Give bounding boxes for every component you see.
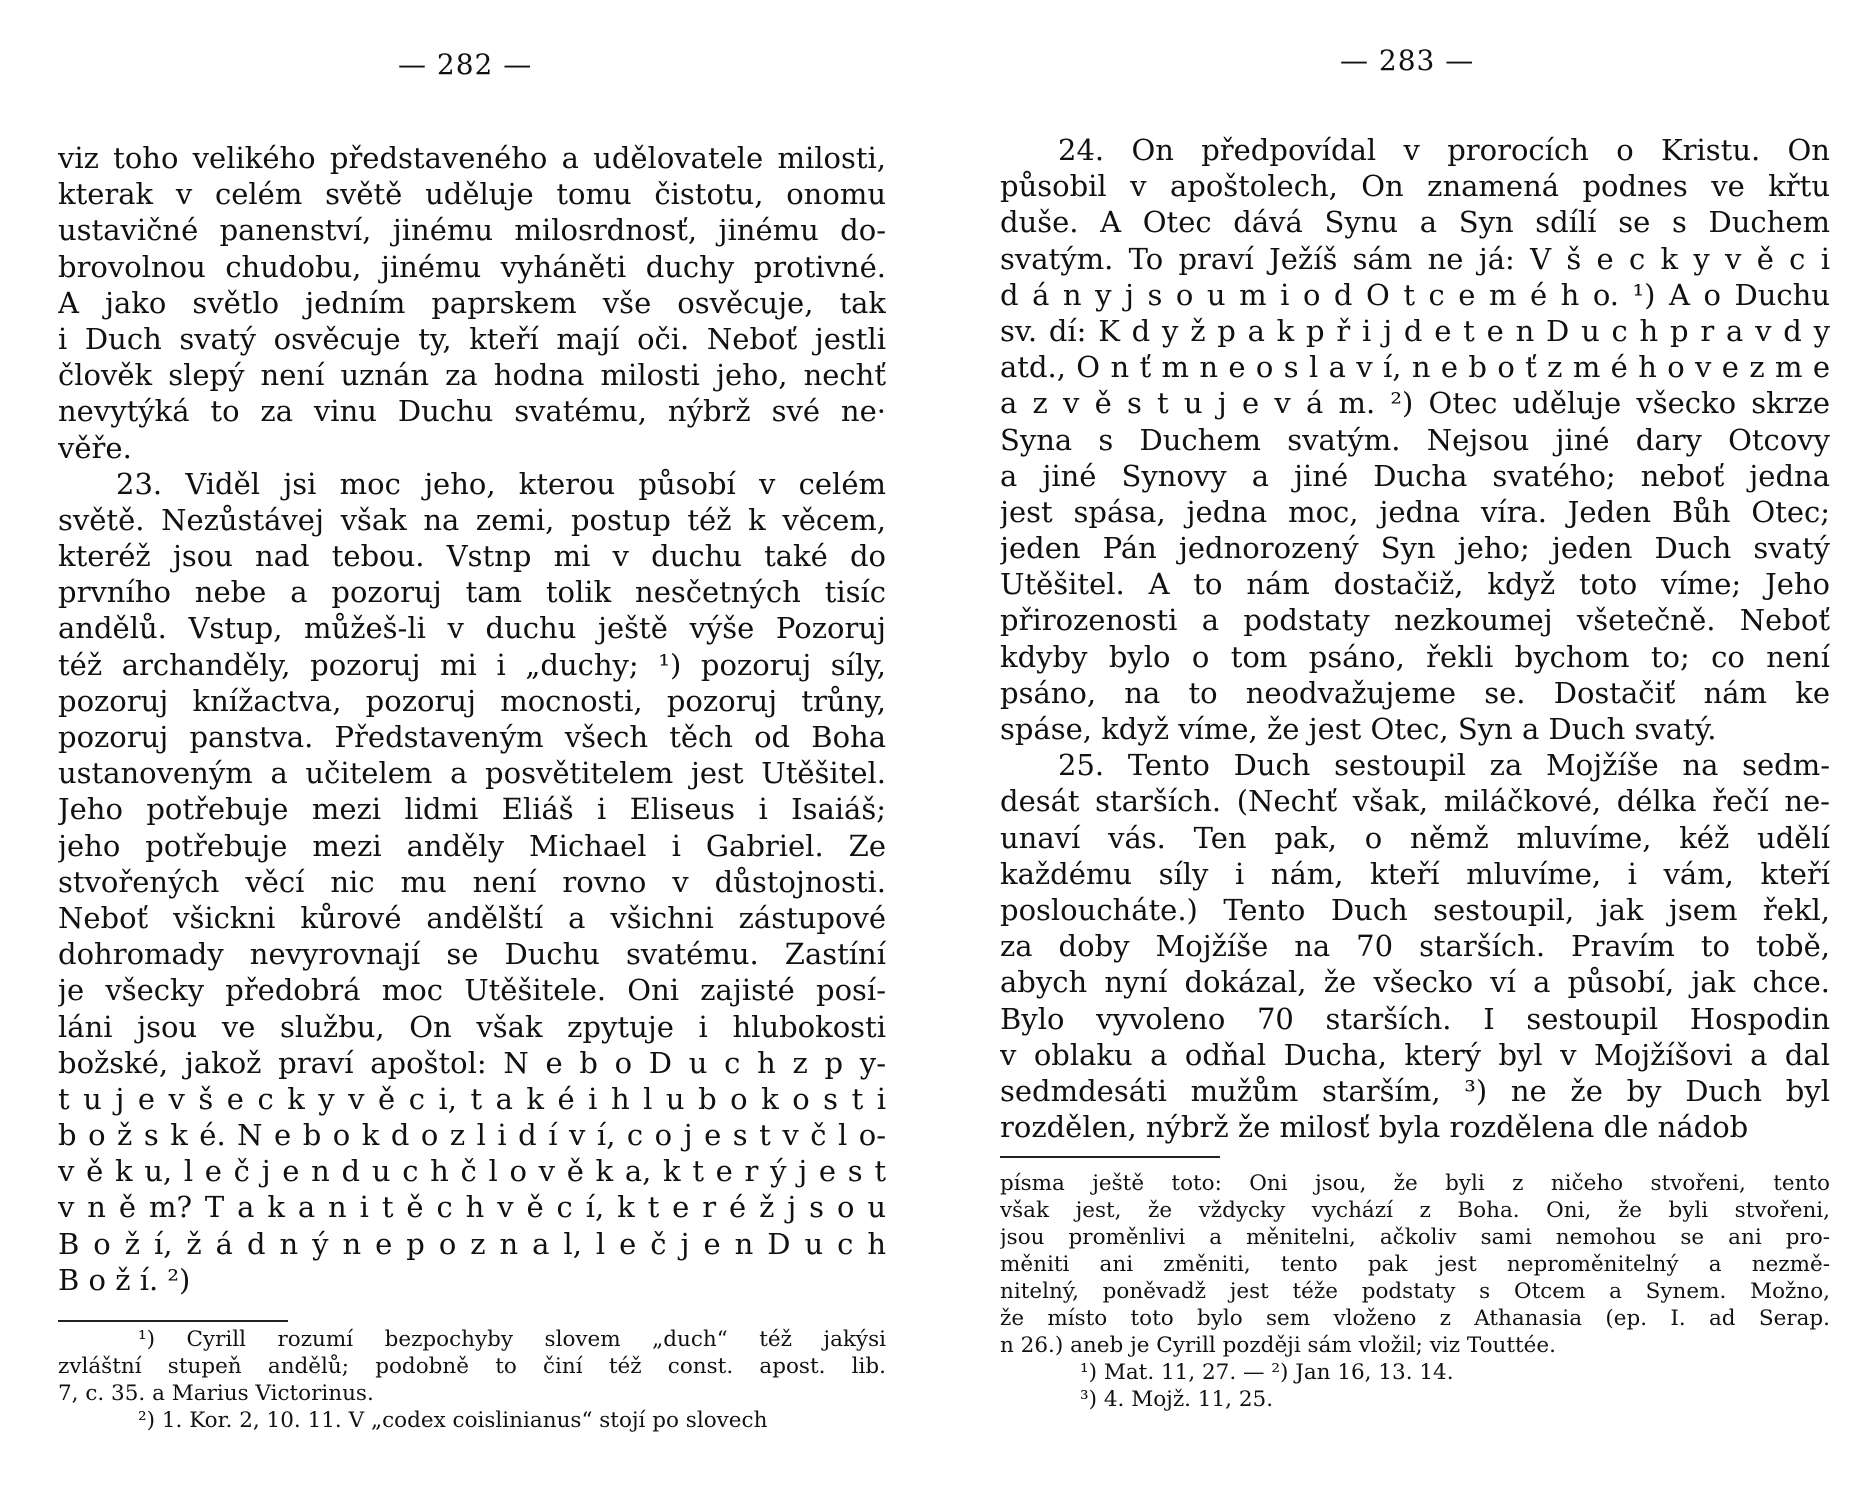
- text-line: jest spása, jedna moc, jedna víra. Jeden Bůh Otec;: [1000, 494, 1830, 529]
- text-line: brovolnou chudobu, jinému vyháněti duchy protivné.: [58, 249, 886, 284]
- footnote-line: 7, c. 35. a Marius Victorinus.: [58, 1381, 374, 1406]
- text-line: atd., O n ť m n e o s l a v í, n e b o ť z m é h o v e z m e: [1000, 350, 1830, 385]
- text-line: viz toho velikého představeného a udělovatele milosti,: [58, 141, 886, 175]
- text-line: desát starších. (Nechť však, miláčkové, délka řečí ne-: [1000, 784, 1830, 819]
- text-line: kdyby bylo o tom psáno, řekli bychom to; co není: [1000, 639, 1830, 674]
- footnote-line: n 26.) aneb je Cyrill později sám vložil; viz Touttée.: [1000, 1333, 1556, 1358]
- footnotes: [58, 1326, 886, 1434]
- text-line: za doby Mojžíše na 70 starších. Pravím to tobě,: [1000, 929, 1830, 964]
- footnote-line: ³) 4. Mojž. 11, 25.: [1080, 1387, 1274, 1412]
- text-line: ustanoveným a učitelem a posvětitelem jest Utěšitel.: [58, 756, 886, 791]
- text-line: láni jsou ve službu, On však zpytuje i hlubokosti: [58, 1009, 886, 1044]
- text-line: Jeho potřebuje mezi lidmi Eliáš i Eliseus i Isaiáš;: [58, 792, 886, 827]
- footnote-line: ¹) Cyrill rozumí bezpochyby slovem „duch“ též jakýsi: [138, 1327, 886, 1352]
- text-line: přirozenosti a podstaty nezkoumej všetečně. Neboť: [1000, 603, 1830, 638]
- text-line: d á n y j s o u m i o d O t c e m é h o. ¹) A o Duchu: [1000, 277, 1830, 312]
- text-line: působil v apoštolech, On znamená podnes ve křtu: [1000, 169, 1830, 204]
- text-line: božské, jakož praví apoštol: N e b o D u c h z p y-: [58, 1045, 886, 1080]
- page-number: — 283 —: [1340, 44, 1475, 77]
- text-line: též archanděly, pozoruj mi i „duchy; ¹) pozoruj síly,: [58, 647, 886, 682]
- text-line: v n ě m? T a k a n i t ě c h v ě c í, k t e r é ž j s o u: [58, 1190, 886, 1225]
- text-line: je všecky předobrá moc Utěšitele. Oni zajisté posí-: [58, 973, 886, 1008]
- text-line: a z v ě s t u j e v á m. ²) Otec uděluje všecko skrze: [1000, 386, 1830, 421]
- text-line: abych nyní dokázal, že všecko ví a působí, jak chce.: [1000, 965, 1830, 1000]
- text-line: sedmdesáti mužům starším, ³) ne že by Duch byl: [1000, 1073, 1830, 1108]
- text-line: psáno, na to neodvažujeme se. Dostačiť nám ke: [1000, 675, 1830, 710]
- footnote-line: ¹) Mat. 11, 27. — ²) Jan 16, 13. 14.: [1080, 1360, 1454, 1385]
- text-line: 24. On předpovídal v prorocích o Kristu. On: [1058, 133, 1830, 167]
- footnote-rule: [58, 1320, 288, 1322]
- footnote-line: písma ještě toto: Oni jsou, že byli z ničeho stvořeni, tento: [1000, 1171, 1830, 1196]
- body-text: [1000, 132, 1830, 1145]
- text-line: i Duch svatý osvěcuje ty, kteří mají oči. Neboť jestli: [58, 321, 886, 356]
- text-line: Utěšitel. A to nám dostačiž, když toto víme; Jeho: [1000, 567, 1830, 602]
- text-line: duše. A Otec dává Synu a Syn sdílí se s Duchem: [1000, 205, 1830, 240]
- text-line: posloucháte.) Tento Duch sestoupil, jak jsem řekl,: [1000, 892, 1830, 927]
- text-line: Bylo vyvoleno 70 starších. I sestoupil Hospodin: [1000, 1001, 1830, 1036]
- text-line: unaví vás. Ten pak, o němž mluvíme, kéž udělí: [1000, 820, 1830, 855]
- footnotes: [1000, 1170, 1830, 1413]
- footnote-line: že místo toto bylo sem vloženo z Athanasia (ep. I. ad Serap.: [1000, 1306, 1830, 1331]
- text-line: nevytýká to za vinu Duchu svatému, nýbrž své ne·: [58, 394, 886, 429]
- text-line: 23. Viděl jsi moc jeho, kterou působí v celém: [116, 466, 886, 501]
- text-line: 25. Tento Duch sestoupil za Mojžíše na sedm-: [1058, 748, 1830, 783]
- footnote-line: však jest, že vždycky vychází z Boha. Oni, že byli stvořeni,: [1000, 1198, 1830, 1223]
- text-line: věře.: [58, 430, 132, 465]
- text-line: dohromady nevyrovnají se Duchu svatému. Zastíní: [58, 937, 886, 972]
- text-line: t u j e v š e c k y v ě c i, t a k é i h l u b o k o s t i: [58, 1081, 886, 1116]
- text-line: andělů. Vstup, můžeš-li v duchu ještě výše Pozoruj: [58, 611, 886, 646]
- text-line: A jako světlo jedním paprskem vše osvěcuje, tak: [58, 285, 886, 320]
- page-number: — 282 —: [398, 48, 533, 81]
- body-text: [58, 140, 886, 1298]
- text-line: světě. Nezůstávej však na zemi, postup též k věcem,: [58, 502, 886, 537]
- text-line: každému síly i nám, kteří mluvíme, i vám, kteří: [1000, 856, 1830, 891]
- text-line: člověk slepý není uznán za hodna milosti jeho, nechť: [58, 358, 886, 393]
- text-line: kteréž jsou nad tebou. Vstnp mi v duchu také do: [58, 539, 886, 574]
- text-line: spáse, když víme, že jest Otec, Syn a Duch svatý.: [1000, 712, 1717, 746]
- text-line: a jiné Synovy a jiné Ducha svatého; neboť jedna: [1000, 458, 1830, 493]
- text-line: b o ž s k é. N e b o k d o z l i d í v í, c o j e s t v č l o-: [58, 1118, 886, 1153]
- footnote-rule: [1000, 1156, 1220, 1158]
- text-line: v ě k u, l e č j e n d u c h č l o v ě k a, k t e r ý j e s t: [58, 1154, 886, 1189]
- text-line: jeden Pán jednorozený Syn jeho; jeden Duch svatý: [1000, 531, 1830, 566]
- text-line: B o ž í. ²): [58, 1262, 191, 1297]
- text-line: Neboť všickni kůrové andělští a všichni zástupové: [58, 900, 886, 935]
- footnote-line: zvláštní stupeň andělů; podobně to činí též const. apost. lib.: [58, 1354, 886, 1379]
- text-line: prvního nebe a pozoruj tam tolik nesčetných tisíc: [58, 575, 886, 610]
- text-line: svatým. To praví Ježíš sám ne já: V š e c k y v ě c i: [1000, 241, 1830, 276]
- text-line: Syna s Duchem svatým. Nejsou jiné dary Otcovy: [1000, 422, 1830, 457]
- text-line: v oblaku a odňal Ducha, který byl v Mojžíšovi a dal: [1000, 1037, 1830, 1072]
- footnote-line: měniti ani změniti, tento pak jest neproměnitelný a nezmě-: [1000, 1252, 1830, 1277]
- footnote-line: nitelný, poněvadž jest téže podstaty s Otcem a Synem. Možno,: [1000, 1279, 1830, 1304]
- text-line: ustavičné panenství, jinému milosrdnosť, jinému do-: [58, 213, 886, 248]
- text-line: stvořených věcí nic mu není rovno v důstojnosti.: [58, 864, 886, 899]
- text-line: pozoruj panstva. Představeným všech těch od Boha: [58, 720, 886, 754]
- text-line: jeho potřebuje mezi anděly Michael i Gabriel. Ze: [58, 828, 886, 863]
- text-line: kterak v celém světě uděluje tomu čistotu, onomu: [58, 177, 886, 212]
- text-line: pozoruj knížactva, pozoruj mocnosti, pozoruj trůny,: [58, 683, 886, 718]
- text-line: sv. dí: K d y ž p a k p ř i j d e t e n D u c h p r a v d y: [1000, 313, 1830, 348]
- text-line: rozdělen, nýbrž že milosť byla rozdělena dle nádob: [1000, 1110, 1749, 1145]
- text-line: B o ž í, ž á d n ý n e p o z n a l, l e č j e n D u c h: [58, 1226, 886, 1261]
- footnote-line: jsou proměnlivi a měnitelni, ačkoliv sami nemohou se ani pro-: [1000, 1225, 1830, 1250]
- footnote-line: ²) 1. Kor. 2, 10. 11. V „codex coislinianus“ stojí po slovech: [138, 1408, 768, 1433]
